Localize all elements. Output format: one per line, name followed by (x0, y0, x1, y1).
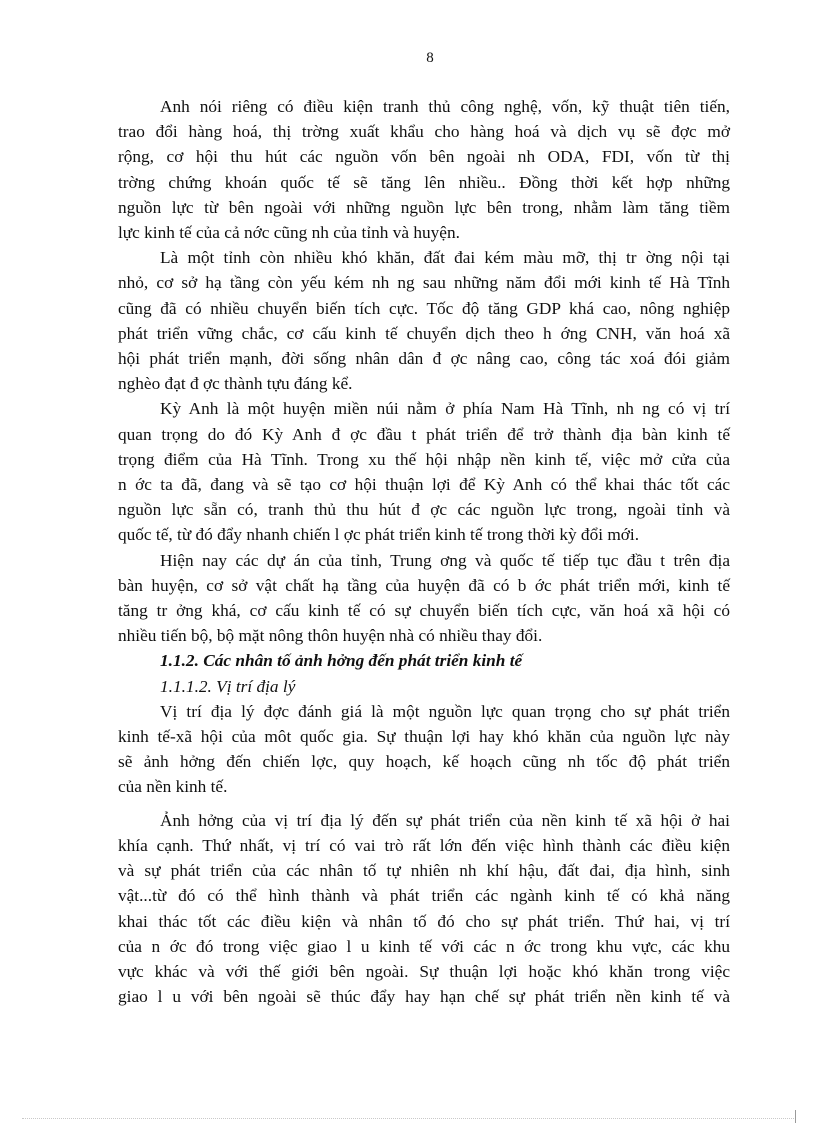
text-line: Anh nói riêng có điều kiện tranh thủ công nghệ, vốn, kỹ thuật tiên tiến, (160, 97, 730, 116)
text-line: lực kinh tế của cả nớc cũng nh của tỉnh và huyện. (118, 223, 460, 243)
paragraph-5-body (118, 724, 730, 800)
text-line: trọng điểm của Hà Tĩnh. Trong xu thế hội nhập nền kinh tế, việc mở cửa của (118, 449, 730, 469)
text-line: nghèo đạt đ ợc thành tựu đáng kể. (118, 374, 353, 394)
text-line: cũng đã có nhiều chuyển biến tích cực. Tốc độ tăng GDP khá cao, nông nghiệp (118, 298, 730, 318)
text-line: nguồn lực từ bên ngoài với những nguồn lực bên trong, nhằm làm tăng tiềm (118, 197, 730, 217)
paragraph-2-body (118, 270, 730, 396)
text-line: vực khác và với thế giới bên ngoài. Sự thuận lợi hoặc khó khăn trong việc (118, 961, 730, 981)
text-line: vật...từ đó có thể hình thành và phát triển các ngành kinh tế có khả năng (118, 886, 730, 906)
paragraph-5 (160, 699, 730, 724)
text-line: nhiều tiến bộ, bộ mặt nông thôn huyện nhà có nhiều thay đổi. (118, 626, 543, 646)
text-line: quan trọng do đó Kỳ Anh đ ợc đầu t phát triển để trở thành địa bàn kinh tế (118, 424, 730, 444)
text-line: tăng tr ởng khá, cơ cấu kinh tế có sự chuyển biến tích cực, văn hoá xã hội có (118, 601, 730, 621)
body-text (118, 94, 730, 1009)
paragraph-3 (160, 396, 730, 421)
text-line: trao đổi hàng hoá, thị trờng xuất khẩu cho hàng hoá và dịch vụ sẽ đợc mở (118, 122, 730, 142)
text-line: của n ớc đó trong việc giao l u kinh tế với các n ớc trong khu vực, các khu (118, 936, 730, 956)
paragraph-4 (160, 548, 730, 573)
text-line: khía cạnh. Thứ nhất, vị trí có vai trò rất lớn đến việc hình thành các điều kiện (118, 835, 730, 855)
paragraph-4-body (118, 573, 730, 649)
paragraph-1 (160, 94, 730, 119)
text-line: bàn huyện, cơ sở vật chất hạ tầng của huyện đã có b ớc phát triển mới, kinh tế (118, 575, 730, 595)
page-bottom-divider (22, 1118, 794, 1119)
text-line: sẽ ảnh hởng đến chiến lợc, quy hoạch, kế hoạch cũng nh tốc độ phát triển (118, 752, 730, 772)
text-line: Hiện nay các dự án của tỉnh, Trung ơng và quốc tế tiếp tục đầu t trên địa (160, 550, 730, 570)
page-number: 8 (426, 50, 434, 66)
paragraph-1-body (118, 119, 730, 245)
text-line: trờng chứng khoán quốc tế sẽ tăng lên nhiều.. Đồng thời kết hợp những (118, 172, 730, 192)
paragraph-gap (160, 800, 730, 808)
section-heading: 1.1.2. Các nhân tố ảnh hởng đến phát triển kinh tế (160, 651, 523, 671)
paragraph-6 (160, 808, 730, 833)
text-line: của nền kinh tế. (118, 777, 228, 797)
text-line: nhỏ, cơ sở hạ tầng còn yếu kém nh ng sau những năm đổi mới kinh tế Hà Tĩnh (118, 273, 730, 293)
text-line: và sự phát triển của các nhân tố tự nhiên nh khí hậu, đất đai, địa hình, sinh (118, 861, 730, 881)
text-line: Kỳ Anh là một huyện miền núi nằm ở phía Nam Hà Tĩnh, nh ng có vị trí (160, 399, 730, 419)
text-line: n ớc ta đã, đang và sẽ tạo cơ hội thuận lợi để Kỳ Anh có thể khai thác tốt các (118, 475, 730, 495)
text-line: giao l u với bên ngoài sẽ thúc đẩy hay hạn chế sự phát triển nền kinh tế và (118, 987, 730, 1007)
subsection-heading: 1.1.1.2. Vị trí địa lý (160, 676, 296, 696)
text-line: khai thác tốt các điều kiện và nhân tố đó cho sự phát triển. Thứ hai, vị trí (118, 911, 730, 931)
paragraph-2 (160, 245, 730, 270)
paragraph-6-body (118, 833, 730, 1009)
text-line: hội phát triển mạnh, đời sống nhân dân đ ợc nâng cao, công tác xoá đói giảm (118, 349, 730, 369)
text-line: Là một tỉnh còn nhiều khó khăn, đất đai kém màu mỡ, thị tr ờng nội tại (160, 248, 730, 268)
text-line: phát triển vững chắc, cơ cấu kinh tế chuyển dịch theo h ớng CNH, văn hoá xã (118, 323, 730, 343)
text-line: rộng, cơ hội thu hút các nguồn vốn bên ngoài nh ODA, FDI, vốn từ thị (118, 147, 730, 167)
page-corner-mark (795, 1110, 796, 1123)
text-line: quốc tế, từ đó đẩy nhanh chiến l ợc phát triển kinh tế trong thời kỳ đổi mới. (118, 525, 640, 545)
paragraph-3-body (118, 422, 730, 548)
text-line: Ảnh hởng của vị trí địa lý đến sự phát triển của nền kinh tế xã hội ở hai (160, 810, 730, 830)
text-line: kinh tế-xã hội của môt quốc gia. Sự thuận lợi hay khó khăn của nguồn lực này (118, 727, 730, 747)
text-line: Vị trí địa lý đợc đánh giá là một nguồn lực quan trọng cho sự phát triển (160, 701, 730, 721)
text-line: nguồn lực sẵn có, tranh thủ thu hút đ ợc các nguồn lực trong, ngoài tỉnh và (118, 500, 730, 520)
